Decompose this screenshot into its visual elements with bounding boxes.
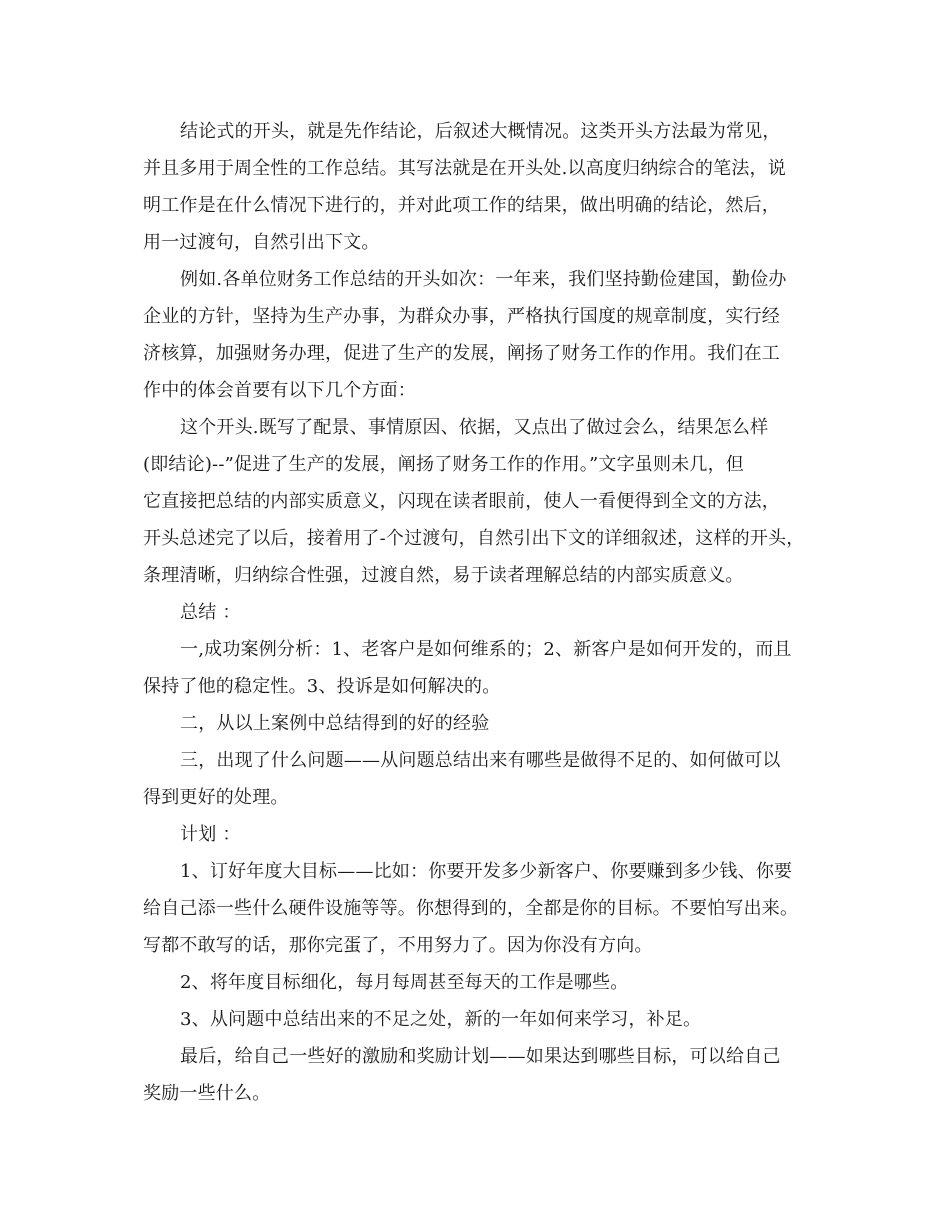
text-line: 得到更好的处理。 [143, 787, 289, 808]
text-line: 2、将年度目标细化，每月每周甚至每天的工作是哪些。 [180, 972, 629, 993]
text-line: 条理清晰，归纳综合性强，过渡自然，易于读者理解总结的内部实质意义。 [143, 565, 744, 586]
text-line: 明工作是在什么情况下进行的，并对此项工作的结果，做出明确的结论，然后， [143, 195, 780, 216]
text-line: 并且多用于周全性的工作总结。其写法就是在开头处.以高度归纳综合的笔法，说 [143, 158, 786, 179]
text-line: 三，出现了什么问题——从问题总结出来有哪些是做得不足的、如何做可以 [180, 750, 781, 771]
text-line: 最后，给自己一些好的激励和奖励计划——如果达到哪些目标，可以给自己 [180, 1046, 781, 1067]
text-line: 济核算，加强财务办理，促进了生产的发展，阐扬了财务工作的作用。我们在工 [143, 343, 780, 364]
text-line: (即结论)--”促进了生产的发展，阐扬了财务工作的作用。”文字虽则未几，但 [143, 454, 745, 475]
text-line: 一,成功案例分析：1、老客户是如何维系的；2、新客户是如何开发的，而且 [180, 639, 792, 660]
text-line: 二，从以上案例中总结得到的好的经验 [180, 713, 490, 734]
text-line: 它直接把总结的内部实质意义，闪现在读者眼前，使人一看便得到全文的方法， [143, 491, 780, 512]
text-line: 用一过渡句，自然引出下文。 [143, 232, 380, 253]
text-line: 开头总述完了以后，接着用了-个过渡句，自然引出下文的详细叙述，这样的开头， [143, 528, 805, 549]
text-line: 给自己添一些什么硬件设施等等。你想得到的，全都是你的目标。不要怕写出来。 [143, 898, 799, 919]
text-line: 作中的体会首要有以下几个方面： [143, 380, 416, 401]
text-line: 写都不敢写的话，那你完蛋了，不用努力了。因为你没有方向。 [143, 935, 653, 956]
text-line: 保持了他的稳定性。3、投诉是如何解决的。 [143, 676, 501, 697]
text-line: 3、从问题中总结出来的不足之处，新的一年如何来学习，补足。 [180, 1009, 702, 1030]
section-heading: 总结 ： [180, 602, 241, 623]
text-line: 奖励一些什么。 [143, 1083, 271, 1104]
section-heading: 计划 ： [180, 824, 241, 845]
text-line: 例如.各单位财务工作总结的开头如次：一年来，我们坚持勤俭建国，勤俭办 [180, 269, 787, 290]
text-line: 企业的方针，坚持为生产办事，为群众办事，严格执行国度的规章制度，实行经 [143, 306, 780, 327]
text-line: 这个开头.既写了配景、事情原因、依据，又点出了做过会么，结果怎么样 [180, 417, 769, 438]
text-line: 结论式的开头，就是先作结论，后叙述大概情况。这类开头方法最为常见， [180, 121, 781, 142]
text-line: 1、订好年度大目标——比如：你要开发多少新客户、你要赚到多少钱、你要 [180, 861, 793, 882]
